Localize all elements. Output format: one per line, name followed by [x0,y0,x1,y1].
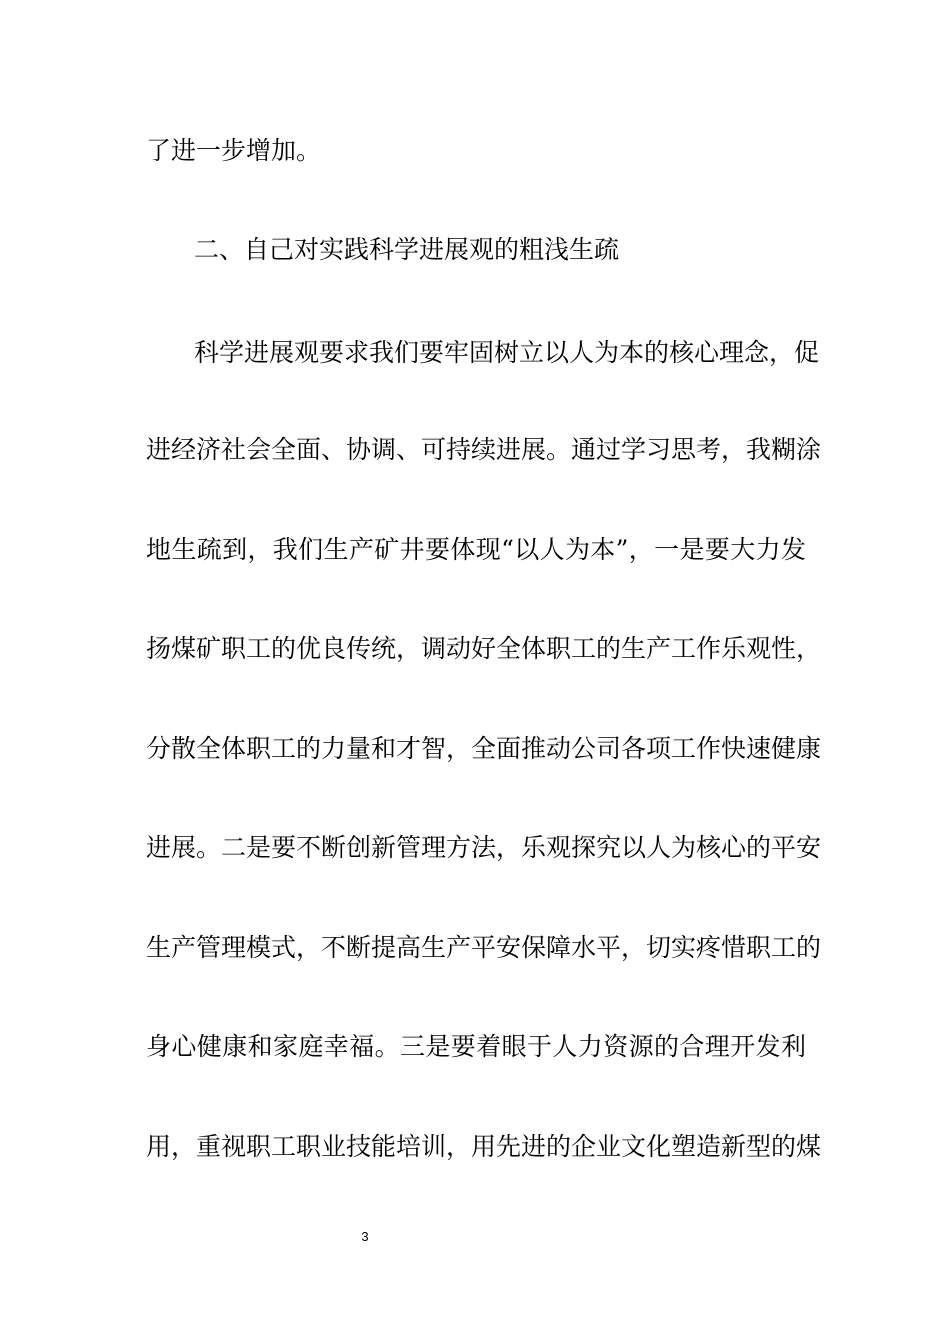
paragraph-line: 生产管理模式，不断提高生产平安保障水平，切实疼惜职工的 [146,933,822,962]
paragraph-line-first: 科学进展观要求我们要牢固树立以人为本的核心理念，促 [194,338,820,367]
paragraph-line: 扬煤矿职工的优良传统，调动好全体职工的生产工作乐观性， [146,634,822,663]
paragraph-line: 分散全体职工的力量和才智，全面推动公司各项工作快速健康 [146,734,822,763]
paragraph-line: 地生疏到，我们生产矿井要体现“以人为本”，一是要大力发 [146,535,806,564]
paragraph-line-continuation: 了进一步增加。 [146,136,322,165]
paragraph-line: 进展。二是要不断创新管理方法，乐观探究以人为核心的平安 [146,833,822,862]
paragraph-line: 身心健康和家庭幸福。三是要着眼于人力资源的合理开发利 [146,1032,806,1061]
paragraph-line: 进经济社会全面、协调、可持续进展。通过学习思考，我糊涂 [146,435,822,464]
paragraph-line: 用，重视职工职业技能培训，用先进的企业文化塑造新型的煤 [146,1132,822,1161]
section-heading: 二、自己对实践科学进展观的粗浅生疏 [194,235,620,264]
page-number: 3 [361,1229,369,1244]
